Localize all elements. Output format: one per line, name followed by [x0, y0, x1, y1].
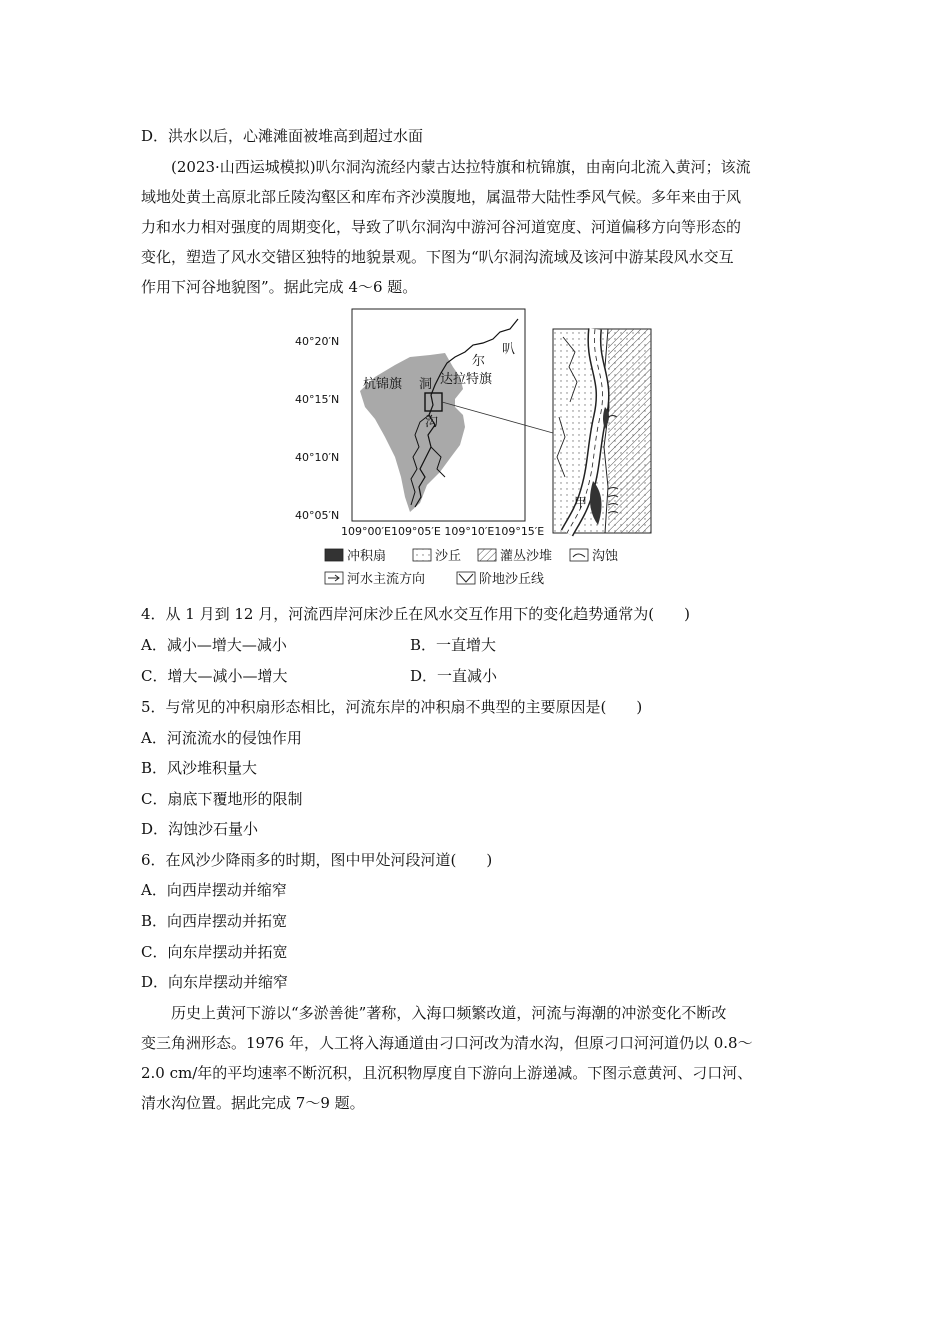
map-label-er: 尔	[472, 354, 486, 369]
q5-option-a: A．河流流水的侵蚀作用	[141, 729, 302, 747]
intro-line-1: (2023·山西运城模拟)叭尔洞沟流经内蒙古达拉特旗和杭锦旗，由南向北流入黄河；该流	[171, 158, 751, 176]
inset-map	[553, 329, 651, 533]
q6-option-b: B．向西岸摆动并拓宽	[141, 912, 288, 930]
lat-label: 40°05′N	[295, 509, 340, 522]
q5-option-d: D．沟蚀沙石量小	[141, 820, 259, 838]
lat-label: 40°20′N	[295, 335, 340, 348]
map-label-dong: 洞	[419, 377, 433, 392]
map-label-ba: 叭	[502, 342, 516, 357]
map-label-dalate: 达拉特旗	[440, 372, 493, 387]
legend-swatch-shrub	[478, 549, 496, 561]
legend-label: 灌丛沙堆	[500, 549, 553, 564]
map-label-hangjin: 杭锦旗	[363, 377, 403, 392]
q5-option-b: B．风沙堆积量大	[141, 759, 258, 777]
map-label-jia: 甲	[574, 496, 588, 511]
para2-line-3: 2.0 cm/年的平均速率不断沉积，且沉积物厚度自下游向上游递减。下图示意黄河、刁口河、	[141, 1064, 753, 1082]
para2-line-4: 清水沟位置。据此完成 7～9 题。	[141, 1094, 365, 1112]
intro-line-3: 力和水力相对强度的周期变化，导致了叭尔洞沟中游河谷河道宽度、河道偏移方向等形态的	[141, 218, 742, 236]
intro-line-2: 域地处黄土高原北部丘陵沟壑区和库布齐沙漠腹地，属温带大陆性季风气候。多年来由于风	[141, 188, 742, 206]
q4-option-b: B．一直增大	[410, 636, 497, 654]
q6-stem: 6．在风沙少降雨多的时期，图中甲处河段河道( )	[141, 851, 493, 869]
map-svg	[295, 307, 665, 592]
legend-swatch-gully	[570, 549, 588, 561]
q4-option-d: D．一直减小	[410, 667, 498, 685]
q5-stem: 5．与常见的冲积扇形态相比，河流东岸的冲积扇不典型的主要原因是( )	[141, 698, 643, 716]
legend-swatch-fan	[325, 549, 343, 561]
lat-label: 40°10′N	[295, 451, 340, 464]
para2-line-2: 变三角洲形态。1976 年，人工将入海通道由刁口河改为清水沟，但原刁口河河道仍以 0.8～	[141, 1034, 753, 1052]
legend	[325, 548, 619, 587]
map-label-gou: 沟	[425, 415, 439, 430]
legend-label: 沟蚀	[592, 549, 619, 564]
q6-option-d: D．向东岸摆动并缩窄	[141, 973, 289, 991]
intro-line-4: 变化，塑造了风水交错区独特的地貌景观。下图为“叭尔洞沟流域及该河中游某段风水交互	[141, 248, 734, 266]
q4-option-c: C．增大—减小—增大	[141, 667, 288, 685]
q6-option-a: A．向西岸摆动并缩窄	[141, 881, 287, 899]
lon-labels: 109°00′E109°05′E 109°10′E109°15′E	[341, 525, 545, 538]
map-figure	[295, 307, 665, 592]
q5-option-c: C．扇底下覆地形的限制	[141, 790, 303, 808]
q4-stem: 4．从 1 月到 12 月，河流西岸河床沙丘在风水交互作用下的变化趋势通常为( )	[141, 605, 690, 623]
legend-label: 阶地沙丘线	[479, 572, 545, 587]
shrub-area	[608, 329, 651, 533]
legend-swatch-dune	[413, 549, 431, 561]
q4-option-a: A．减小—增大—减小	[141, 636, 287, 654]
legend-label: 冲积扇	[347, 549, 387, 564]
q6-option-c: C．向东岸摆动并拓宽	[141, 943, 288, 961]
legend-label: 沙丘	[435, 549, 462, 564]
legend-label: 河水主流方向	[347, 572, 426, 587]
lat-label: 40°15′N	[295, 393, 340, 406]
para2-line-1: 历史上黄河下游以“多淤善徙”著称，入海口频繁改道，河流与海潮的冲淤变化不断改	[141, 1004, 727, 1022]
prev-option-d: D．洪水以后，心滩滩面被堆高到超过水面	[141, 127, 424, 145]
intro-line-5: 作用下河谷地貌图”。据此完成 4～6 题。	[141, 278, 418, 296]
